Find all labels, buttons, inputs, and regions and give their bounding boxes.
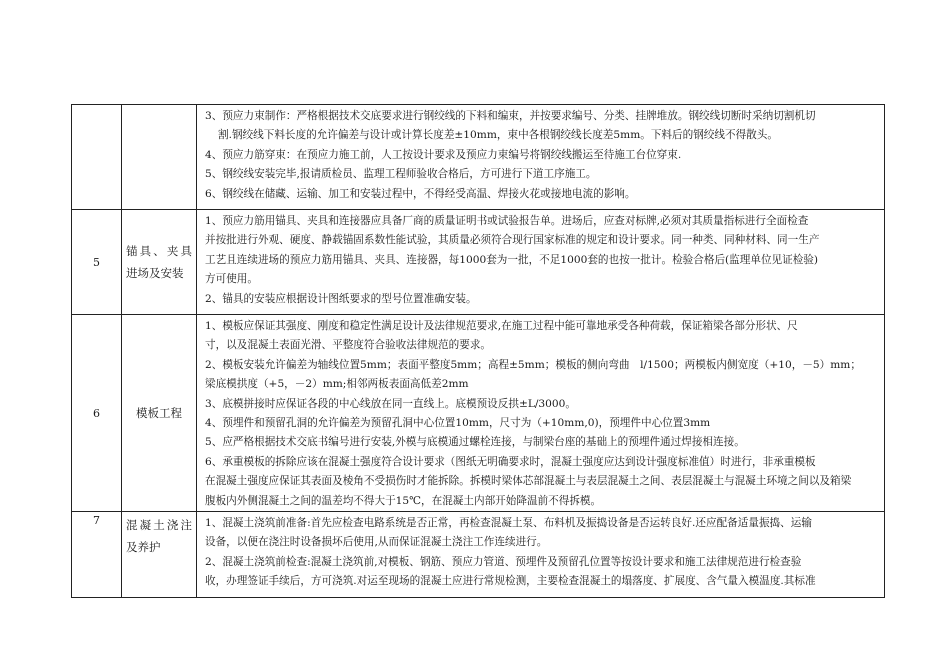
requirement-line: 1、模板应保证其强度、刚度和稳定性满足设计及法律规范要求,在施工过程中能可靠地承受各种荷载，保证箱梁各部分形状、尺 xyxy=(205,320,798,332)
row-item-name: 混凝土浇注及养护 xyxy=(122,512,197,598)
row-requirements xyxy=(197,210,885,315)
requirement-line: 设备，以便在浇注时设备损坏后使用,从而保证混凝土浇注工作连续进行。 xyxy=(205,536,548,549)
requirement-line: 工艺且连续进场的预应力筋用锚具、夹具、连接器，每1000套为一批，不足1000套的也按一批计。检验合格后(监理单位见证检验) xyxy=(205,253,819,266)
row-item-name xyxy=(122,105,197,210)
row-number: 7 xyxy=(72,512,122,598)
requirement-line: 割.钢绞线下料长度的允许偏差与设计或计算长度差±10mm，束中各根钢绞线长度差5mm。下料后的钢绞线不得散头。 xyxy=(218,129,778,142)
requirement-line: 5、应严格根据技术交底书编号进行安装,外模与底模通过螺栓连接，与制梁台座的基础上的预埋件通过焊接相连接。 xyxy=(205,436,745,449)
requirement-line: 并按批进行外观、硬度、静载锚固系数性能试验，其质量必须符合现行国家标准的规定和设计要求。同一种类、同种材料、同一生产 xyxy=(205,234,820,247)
requirement-line: 方可使用。 xyxy=(205,273,258,286)
table-row xyxy=(72,512,885,598)
requirement-line: 6、承重模板的拆除应该在混凝土强度符合设计要求（图纸无明确要求时，混凝土强度应达到设计强度标准值）时进行，非承重模板 xyxy=(205,455,816,468)
row-requirements xyxy=(197,512,885,598)
requirement-line: 5、钢绞线安装完毕,报请质检员、监理工程师验收合格后，方可进行下道工序施工。 xyxy=(205,168,597,181)
row-number: 6 xyxy=(72,315,122,512)
construction-spec-table xyxy=(71,104,885,598)
table-row xyxy=(72,315,885,512)
table-row xyxy=(72,105,885,210)
row-item-name: 模板工程 xyxy=(122,315,197,512)
requirement-line: 2、模板安装允许偏差为轴线位置5mm；表面平整度5mm；高程±5mm；模板的侧向弯曲 l/1500；两模板内侧宽度（+10，－5）mm； xyxy=(205,358,861,371)
requirement-line: 4、预埋件和预留孔洞的允许偏差为预留孔洞中心位置10mm，尺寸为（+10mm,0)，预埋件中心位置3mm xyxy=(205,417,711,430)
requirement-line: 1、混凝土浇筑前准备:首先应检查电路系统是否正常，再检查混凝土泵、布料机及振捣设备是否运转良好.还应配备适量振捣、运输 xyxy=(205,517,812,530)
requirement-line: 收，办理签证手续后，方可浇筑.对运至现场的混凝土应进行常规检测，主要检查混凝土的塌落度、扩展度、含气量入模温度.其标准 xyxy=(205,575,816,588)
table-row xyxy=(72,210,885,315)
row-number: 5 xyxy=(72,210,122,315)
row-requirements xyxy=(197,315,885,512)
requirement-line: 梁底模拱度（+5，－2）mm;相邻两板表面高低差2mm xyxy=(205,378,469,391)
row-number xyxy=(72,105,122,210)
requirement-line: 寸，以及混凝土表面光滑、平整度符合验收法律规范的要求。 xyxy=(205,339,492,352)
requirement-line: 3、底模拼接时应保证各段的中心线放在同一直线上。底模预设反拱±L/3000。 xyxy=(205,397,576,410)
requirement-line: 4、预应力筋穿束：在预应力施工前，人工按设计要求及预应力束编号将钢绞线搬运至待施工台位穿束. xyxy=(205,148,682,161)
requirement-line: 腹板内外侧混凝土之间的温差均不得大于15℃，在混凝土内部开始降温前不得拆模。 xyxy=(205,494,602,507)
requirement-line: 在混凝土强度应保证其表面及棱角不受损伤时才能拆除。拆模时梁体芯部混凝土与表层混凝土之间、表层混凝土与混凝土环境之间以及箱梁 xyxy=(205,475,852,488)
requirement-line: 6、钢绞线在储藏、运输、加工和安装过程中，不得经受高温、焊接火花或接地电流的影响。 xyxy=(205,187,636,200)
row-requirements xyxy=(197,105,885,210)
requirement-line: 2、混凝土浇筑前检查:混凝土浇筑前,对模板、钢筋、预应力管道、预埋件及预留孔位置等按设计要求和施工法律规范进行检查验 xyxy=(205,555,802,568)
requirement-line: 1、预应力筋用锚具、夹具和连接器应具备厂商的质量证明书或试验报告单。进场后，应查对标牌,必须对其质量指标进行全面检查 xyxy=(205,215,809,227)
row-item-name: 锚具、夹具进场及安装 xyxy=(122,210,197,315)
requirement-line: 3、预应力束制作：严格根据技术交底要求进行钢绞线的下料和编束，并按要求编号、分类、挂牌堆放。钢绞线切断时采纳切割机切 xyxy=(205,110,816,122)
requirement-line: 2、锚具的安装应根据设计图纸要求的型号位置准确安装。 xyxy=(205,292,477,305)
